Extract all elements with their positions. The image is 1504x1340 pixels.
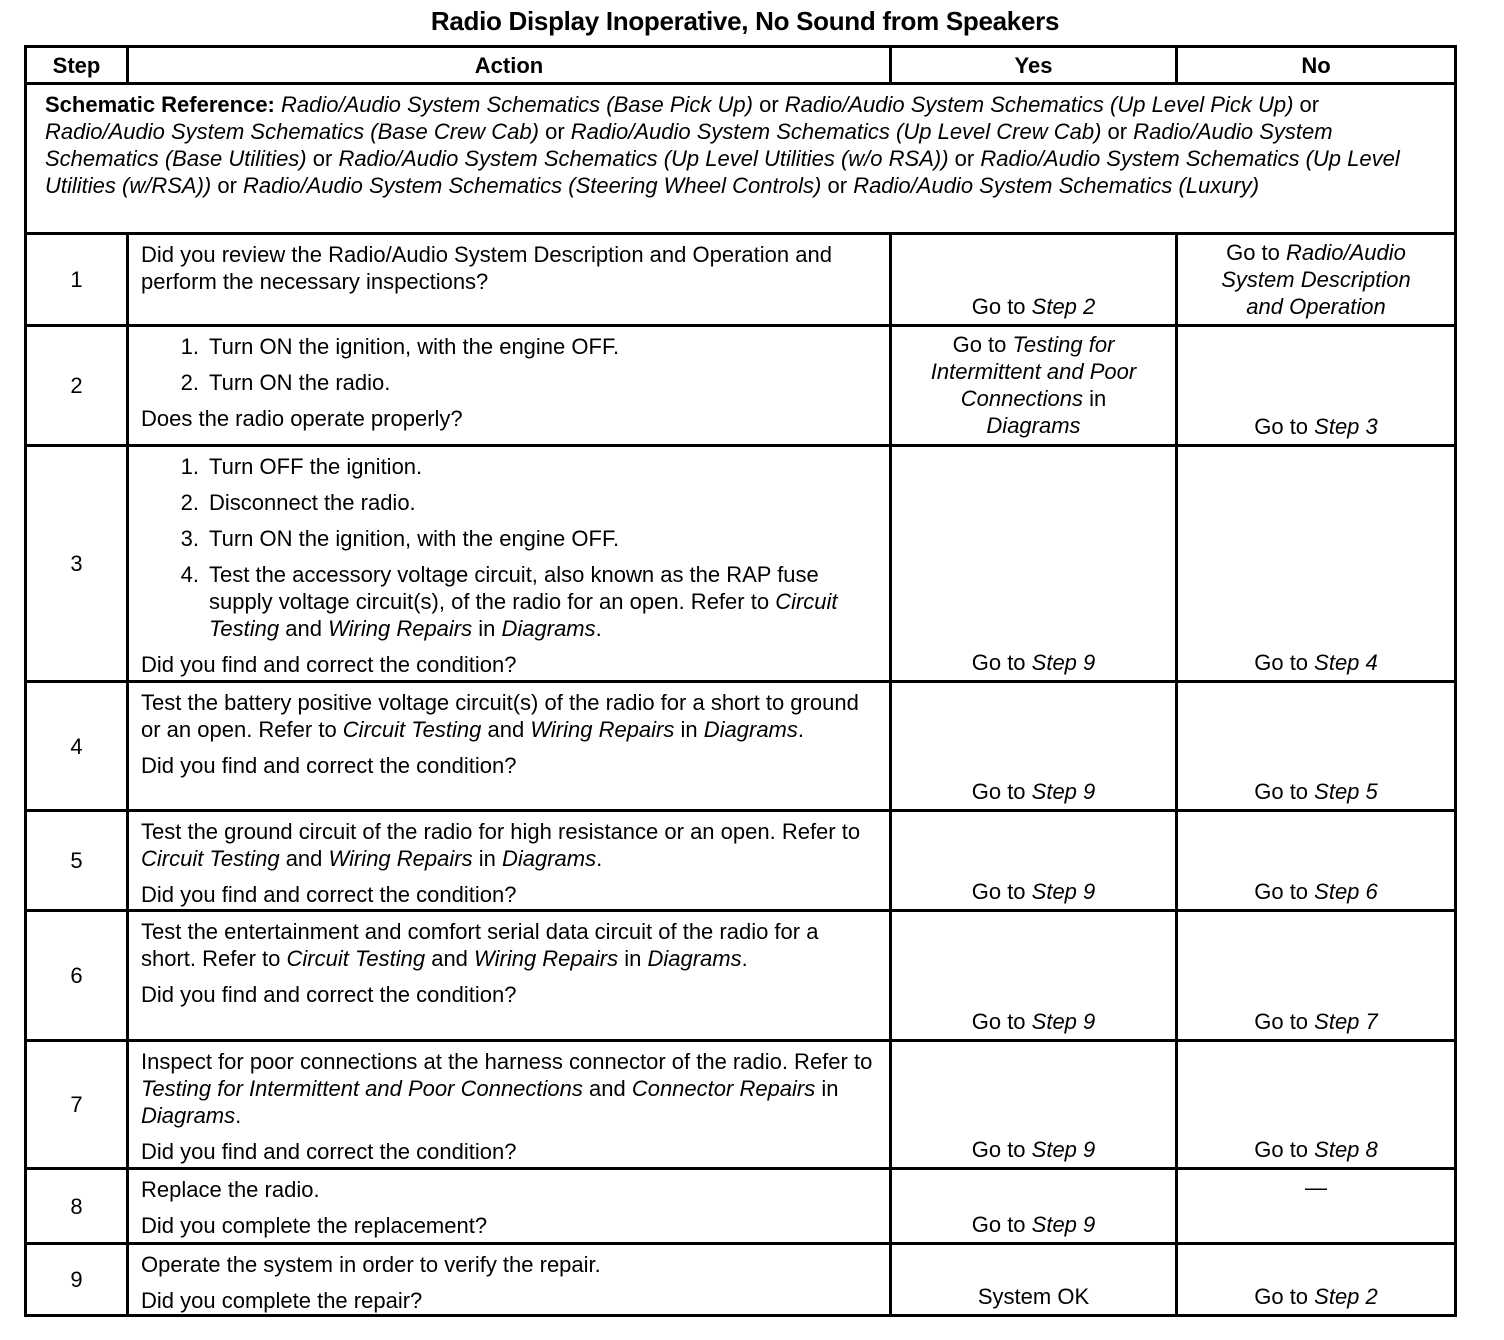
no-text: Go to	[1254, 1137, 1315, 1162]
yes-outcome	[891, 1244, 1177, 1316]
action-step-text: Disconnect the radio.	[209, 490, 416, 515]
action-step-text: Turn ON the radio.	[209, 370, 391, 395]
schematic-reference: Radio/Audio System Schematics (Steering Wheel Controls)	[243, 173, 822, 198]
action-step-number: 1.	[180, 334, 199, 359]
action-step-number: 1.	[180, 454, 199, 479]
step-number: 5	[26, 811, 128, 911]
page-title: Radio Display Inoperative, No Sound from Speakers	[430, 6, 1060, 36]
action-step-item	[141, 489, 879, 516]
no-outcome	[1177, 234, 1456, 326]
action-step-item	[141, 369, 879, 396]
step-action	[128, 326, 891, 446]
schematic-reference	[26, 84, 1456, 234]
schematic-text: or	[1293, 92, 1320, 117]
action-text: in	[674, 717, 704, 742]
schematic-reference: Radio/Audio System Schematics (Base Utilities)	[45, 119, 1333, 171]
schematic-reference: Radio/Audio System Schematics (Luxury)	[853, 173, 1260, 198]
action-text: in	[618, 946, 648, 971]
header-row	[26, 47, 1456, 84]
action-paragraph	[141, 918, 879, 972]
no-outcome	[1177, 1169, 1456, 1244]
no-text: Go to	[1226, 240, 1287, 265]
question-text: Did you find and correct the condition?	[141, 882, 517, 907]
yes-reference: Step 9	[1031, 879, 1096, 904]
action-question	[141, 881, 879, 908]
no-reference: Step 6	[1314, 879, 1378, 904]
no-reference: Step 5	[1314, 779, 1378, 804]
action-step-number: 3.	[180, 526, 199, 551]
no-text: Go to	[1254, 1284, 1315, 1309]
action-step-item	[141, 525, 879, 552]
schematic-reference-row	[26, 84, 1456, 234]
step-action	[128, 1244, 891, 1316]
step-action	[128, 234, 891, 326]
no-reference: Step 4	[1314, 650, 1378, 675]
column-header-step: Step	[26, 47, 128, 84]
schematic-text: or	[306, 146, 339, 171]
step-action	[128, 911, 891, 1041]
action-step-text	[209, 561, 879, 642]
step-row-2	[26, 326, 1456, 446]
action-text: .	[797, 717, 805, 742]
action-text: in	[472, 616, 502, 641]
question-text: Did you complete the repair?	[141, 1288, 423, 1313]
schematic-reference: Radio/Audio System Schematics (Base Pick Up)	[281, 92, 753, 117]
yes-reference: Step 9	[1031, 1137, 1096, 1162]
yes-text: Go to	[971, 1009, 1032, 1034]
step-number: 6	[26, 911, 128, 1041]
action-text: Test the battery positive voltage circuit(s) of the radio for a short to ground or an open. Refer to	[141, 690, 859, 742]
action-steps-list	[141, 453, 879, 642]
action-reference: Diagrams	[501, 616, 596, 641]
step-row-4	[26, 682, 1456, 811]
action-text: Operate the system in order to verify the repair.	[141, 1252, 601, 1277]
action-reference: Connector Repairs	[631, 1076, 816, 1101]
yes-outcome	[891, 326, 1177, 446]
action-question	[141, 1138, 879, 1165]
no-outcome	[1177, 1244, 1456, 1316]
question-text: Did you find and correct the condition?	[141, 982, 517, 1007]
action-text: .	[235, 1103, 242, 1128]
action-paragraph	[141, 241, 879, 295]
yes-text: Go to	[971, 294, 1032, 319]
action-reference: Wiring Repairs	[530, 717, 675, 742]
yes-text: Go to	[952, 332, 1013, 357]
schematic-reference-label: Schematic Reference:	[45, 92, 275, 117]
action-step-item	[141, 561, 879, 642]
no-reference: Step 3	[1314, 414, 1378, 439]
action-text: .	[596, 846, 603, 871]
action-paragraph	[141, 1176, 879, 1203]
no-text: Go to	[1254, 879, 1315, 904]
step-number: 3	[26, 446, 128, 682]
action-reference: Diagrams	[501, 846, 597, 871]
column-header-action: Action	[128, 47, 891, 84]
step-number: 9	[26, 1244, 128, 1316]
no-reference: Step 7	[1314, 1009, 1378, 1034]
action-step-item	[141, 333, 879, 360]
action-step-text: Turn OFF the ignition.	[209, 454, 423, 479]
action-reference: Circuit Testing	[141, 846, 280, 871]
action-text: .	[595, 616, 602, 641]
action-question	[141, 1287, 879, 1314]
no-text: Go to	[1254, 779, 1315, 804]
step-action	[128, 1169, 891, 1244]
action-reference: Circuit Testing	[209, 589, 838, 641]
step-number: 8	[26, 1169, 128, 1244]
step-number: 7	[26, 1041, 128, 1169]
schematic-text: or	[211, 173, 244, 198]
action-paragraph	[141, 689, 879, 743]
action-reference: Diagrams	[703, 717, 798, 742]
action-reference: Wiring Repairs	[328, 616, 473, 641]
no-outcome	[1177, 446, 1456, 682]
no-reference: Radio/Audio System Description and Operation	[1221, 240, 1411, 319]
yes-text: System OK	[977, 1284, 1090, 1309]
no-outcome	[1177, 911, 1456, 1041]
no-reference: Step 2	[1314, 1284, 1378, 1309]
action-step-number: 4.	[180, 562, 199, 587]
schematic-text: or	[948, 146, 981, 171]
action-step-text: Turn ON the ignition, with the engine OFF.	[209, 334, 620, 359]
yes-text: Go to	[971, 879, 1032, 904]
yes-outcome	[891, 446, 1177, 682]
yes-outcome	[891, 682, 1177, 811]
action-question	[141, 981, 879, 1008]
question-text: Did you find and correct the condition?	[141, 1139, 517, 1164]
schematic-reference: Radio/Audio System Schematics (Base Crew Cab)	[45, 119, 539, 144]
yes-reference: Step 9	[1031, 779, 1096, 804]
action-reference: Wiring Repairs	[474, 946, 619, 971]
no-text: Go to	[1254, 1009, 1315, 1034]
schematic-text: or	[538, 119, 571, 144]
no-text: —	[1305, 1175, 1327, 1200]
no-outcome	[1177, 682, 1456, 811]
yes-outcome	[891, 1041, 1177, 1169]
action-question	[141, 405, 879, 432]
no-reference: Step 8	[1314, 1137, 1378, 1162]
yes-reference: Step 2	[1031, 294, 1096, 319]
no-text: Go to	[1254, 650, 1315, 675]
step-number: 2	[26, 326, 128, 446]
yes-text: Go to	[971, 1137, 1032, 1162]
no-outcome	[1177, 326, 1456, 446]
yes-reference: Diagrams	[986, 413, 1081, 438]
step-number: 4	[26, 682, 128, 811]
yes-reference: Testing for Intermittent and Poor Connections	[930, 332, 1137, 411]
action-text: and	[425, 946, 475, 971]
action-text: Replace the radio.	[141, 1177, 320, 1202]
yes-text: Go to	[971, 1212, 1032, 1237]
column-header-no: No	[1177, 47, 1456, 84]
step-number: 1	[26, 234, 128, 326]
step-row-5	[26, 811, 1456, 911]
question-text: Does the radio operate properly?	[141, 406, 463, 431]
action-reference: Circuit Testing	[286, 946, 426, 971]
yes-text: Go to	[971, 650, 1032, 675]
action-reference: Testing for Intermittent and Poor Connections	[141, 1076, 583, 1101]
schematic-text: or	[1101, 119, 1134, 144]
yes-outcome	[891, 234, 1177, 326]
action-steps-list	[141, 333, 879, 396]
yes-outcome	[891, 811, 1177, 911]
action-text: and	[279, 846, 329, 871]
diagnostic-table	[24, 45, 1457, 1317]
action-paragraph	[141, 818, 879, 872]
action-text: .	[741, 946, 748, 971]
action-paragraph	[141, 1048, 879, 1129]
action-step-item	[141, 453, 879, 480]
step-action	[128, 811, 891, 911]
yes-outcome	[891, 1169, 1177, 1244]
action-text: Test the accessory voltage circuit, also known as the RAP fuse supply voltage circuit(s), of the radio for an open. Refer to	[209, 562, 819, 614]
step-row-1	[26, 234, 1456, 326]
action-step-number: 2.	[180, 370, 199, 395]
column-header-yes: Yes	[891, 47, 1177, 84]
step-row-3	[26, 446, 1456, 682]
action-question	[141, 651, 879, 678]
step-row-9	[26, 1244, 1456, 1316]
question-text: Did you find and correct the condition?	[141, 753, 517, 778]
schematic-text: or	[752, 92, 785, 117]
action-text: Test the ground circuit of the radio for high resistance or an open. Refer to	[141, 819, 861, 844]
step-action	[128, 1041, 891, 1169]
action-reference: Wiring Repairs	[328, 846, 473, 871]
step-row-8	[26, 1169, 1456, 1244]
action-question	[141, 752, 879, 779]
action-reference: Diagrams	[647, 946, 742, 971]
yes-reference: Step 9	[1031, 650, 1096, 675]
action-text: and	[582, 1076, 632, 1101]
action-text: in	[472, 846, 502, 871]
action-question	[141, 1212, 879, 1239]
action-step-text: Turn ON the ignition, with the engine OFF.	[209, 526, 620, 551]
action-step-number: 2.	[180, 490, 199, 515]
no-text: Go to	[1254, 414, 1315, 439]
step-row-6	[26, 911, 1456, 1041]
step-row-7	[26, 1041, 1456, 1169]
yes-reference: Step 9	[1031, 1212, 1096, 1237]
action-text: Inspect for poor connections at the harness connector of the radio. Refer to	[141, 1049, 873, 1074]
yes-reference: Step 9	[1031, 1009, 1096, 1034]
question-text: Did you complete the replacement?	[141, 1213, 488, 1238]
schematic-text: or	[821, 173, 854, 198]
action-text: in	[815, 1076, 839, 1101]
action-text: Did you review the Radio/Audio System Description and Operation and perform the necessary inspections?	[141, 242, 832, 294]
no-outcome	[1177, 811, 1456, 911]
yes-text: Go to	[971, 779, 1032, 804]
question-text: Did you find and correct the condition?	[141, 652, 517, 677]
action-reference: Diagrams	[141, 1103, 236, 1128]
action-reference: Circuit Testing	[342, 717, 482, 742]
action-text: and	[481, 717, 531, 742]
schematic-reference: Radio/Audio System Schematics (Up Level Crew Cab)	[570, 119, 1102, 144]
yes-text: in	[1083, 386, 1107, 411]
action-paragraph	[141, 1251, 879, 1278]
action-text: and	[279, 616, 329, 641]
yes-outcome	[891, 911, 1177, 1041]
no-outcome	[1177, 1041, 1456, 1169]
schematic-reference: Radio/Audio System Schematics (Up Level Utilities (w/o RSA))	[338, 146, 949, 171]
schematic-reference: Radio/Audio System Schematics (Up Level Pick Up)	[784, 92, 1294, 117]
action-text: Test the entertainment and comfort serial data circuit of the radio for a short. Refer to	[141, 919, 819, 971]
step-action	[128, 682, 891, 811]
schematic-reference: Radio/Audio System Schematics (Up Level Utilities (w/RSA))	[45, 146, 1400, 198]
step-action	[128, 446, 891, 682]
